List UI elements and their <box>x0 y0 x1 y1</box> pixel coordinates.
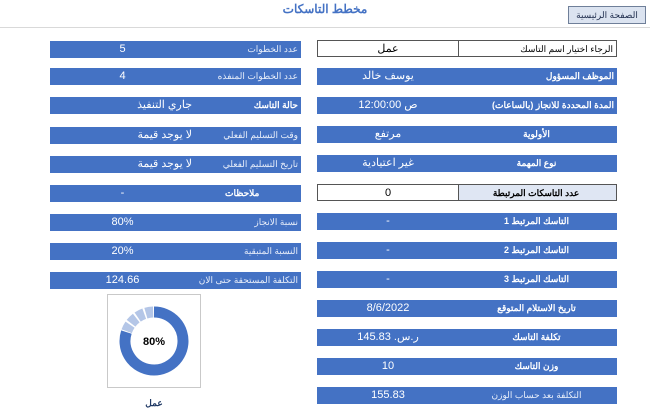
page-title: مخطط التاسكات <box>282 2 368 16</box>
weighted-cost-value: 155.83 <box>317 387 459 404</box>
owner-value: يوسف خالد <box>317 68 459 85</box>
linked-task-1-label: التاسك المرتبط 1 <box>459 213 617 230</box>
cost-so-far-value: 124.66 <box>50 272 195 289</box>
expected-date-value: 8/6/2022 <box>317 300 459 317</box>
actual-time-label: وقت التسليم الفعلي <box>195 127 301 144</box>
priority-row <box>317 126 617 143</box>
task-type-value: غير اعتيادية <box>317 155 459 172</box>
linked-task-3-value: - <box>317 271 459 288</box>
task-cost-label: تكلفة التاسك <box>459 329 617 346</box>
donut-caption: عمل <box>145 398 163 408</box>
notes-label: ملاحظات <box>195 185 301 202</box>
steps-done-value: 4 <box>50 68 195 85</box>
steps-count-row <box>50 41 301 58</box>
notes-value: - <box>50 185 195 202</box>
task-name-label: الرجاء اختيار اسم التاسك <box>459 40 617 57</box>
linked-task-2-label: التاسك المرتبط 2 <box>459 242 617 259</box>
linked-count-label: عدد التاسكات المرتبطة <box>459 184 617 201</box>
linked-task-3-label: التاسك المرتبط 3 <box>459 271 617 288</box>
actual-date-value: لا يوجد قيمة <box>50 156 195 173</box>
linked-count-row <box>317 184 617 201</box>
owner-label: الموظف المسؤول <box>459 68 617 85</box>
completion-value: 80% <box>50 214 195 231</box>
task-weight-row <box>317 358 617 375</box>
linked-task-2-row <box>317 242 617 259</box>
weighted-cost-label: التكلفة بعد حساب الوزن <box>459 387 617 404</box>
priority-value: مرتفع <box>317 126 459 143</box>
steps-done-label: عدد الخطوات المنفذه <box>195 68 301 85</box>
linked-task-1-row <box>317 213 617 230</box>
duration-row <box>317 97 617 114</box>
task-weight-value: 10 <box>317 358 459 375</box>
remaining-row <box>50 243 301 260</box>
duration-label: المدة المحددة للانجاز (بالساعات) <box>459 97 617 114</box>
steps-done-row <box>50 68 301 85</box>
linked-task-3-row <box>317 271 617 288</box>
owner-row <box>317 68 617 85</box>
donut-remaining-arc <box>146 312 153 313</box>
task-type-row <box>317 155 617 172</box>
task-name-row <box>317 40 617 57</box>
donut-remaining-arc <box>138 314 145 317</box>
completion-label: نسبة الانجاز <box>195 214 301 231</box>
task-weight-label: وزن التاسك <box>459 358 617 375</box>
actual-date-label: تاريخ التسليم الفعلي <box>195 156 301 173</box>
weighted-cost-row <box>317 387 617 404</box>
task-cost-row <box>317 329 617 346</box>
donut-remaining-arc <box>127 325 130 332</box>
remaining-label: النسبة المتبقية <box>195 243 301 260</box>
actual-date-row <box>50 156 301 173</box>
home-page-button[interactable]: الصفحة الرئيسية <box>568 6 646 24</box>
task-name-select[interactable]: عمل <box>317 40 459 57</box>
donut-remaining-arc <box>131 318 136 323</box>
cost-so-far-row <box>50 272 301 289</box>
completion-donut-chart <box>107 294 201 388</box>
task-cost-value: ر.س. 145.83 <box>317 329 459 346</box>
task-status-label: حالة التاسك <box>195 97 301 114</box>
linked-task-2-value: - <box>317 242 459 259</box>
actual-time-value: لا يوجد قيمة <box>50 127 195 144</box>
expected-date-label: تاريخ الاستلام المتوقع <box>459 300 617 317</box>
completion-row <box>50 214 301 231</box>
steps-count-value: 5 <box>50 41 195 58</box>
task-status-row <box>50 97 301 114</box>
donut-svg <box>108 295 200 387</box>
cost-so-far-label: التكلفة المستحقة حتى الان <box>195 272 301 289</box>
linked-count-value: 0 <box>317 184 459 201</box>
remaining-value: 20% <box>50 243 195 260</box>
task-type-label: نوع المهمة <box>459 155 617 172</box>
priority-label: الأولوية <box>459 126 617 143</box>
steps-count-label: عدد الخطوات <box>195 41 301 58</box>
actual-time-row <box>50 127 301 144</box>
task-status-value: جاري التنفيذ <box>50 97 195 114</box>
expected-date-row <box>317 300 617 317</box>
notes-row <box>50 185 301 202</box>
duration-value: ص 12:00:00 <box>317 97 459 114</box>
linked-task-1-value: - <box>317 213 459 230</box>
donut-percent-label: 80% <box>142 336 166 348</box>
